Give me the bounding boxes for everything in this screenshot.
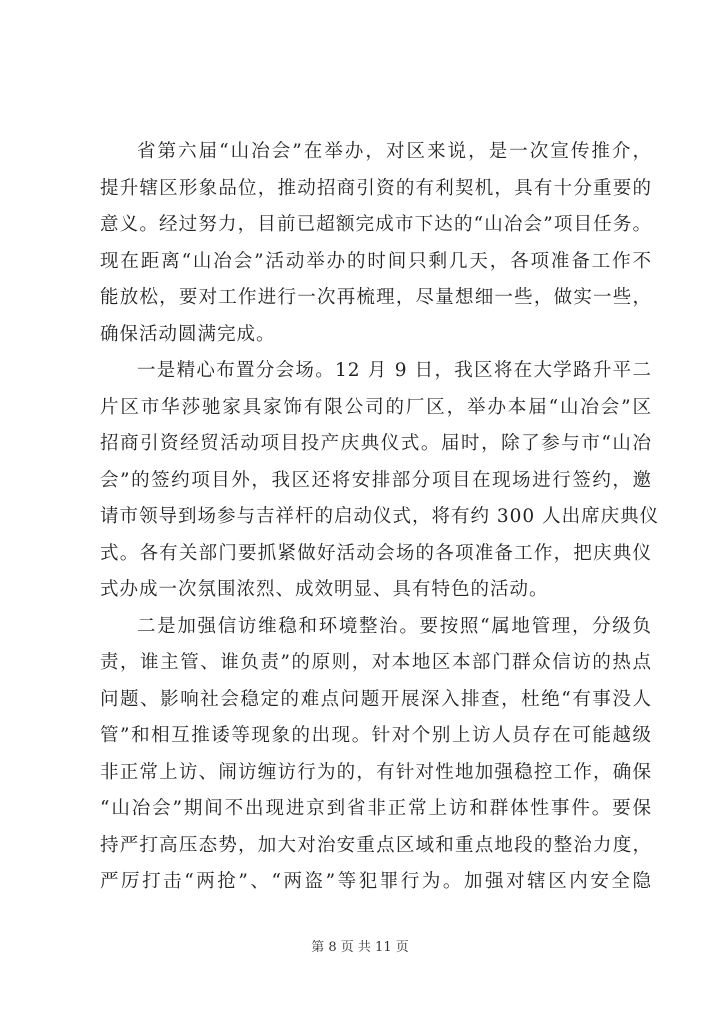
text-line: 现在距离“山冶会”活动举办的时间只剩几天，各项准备工作不 <box>100 250 652 272</box>
text-line: 会”的签约项目外，我区还将安排部分项目在现场进行签约，邀 <box>100 469 652 491</box>
text-line: 式办成一次氛围浓烈、成效明显、具有特色的活动。 <box>100 579 549 600</box>
text-line: 提升辖区形象品位，推动招商引资的有利契机，具有十分重要的 <box>100 177 652 199</box>
text-line: 非正常上访、闹访缠访行为的，有针对性地加强稳控工作，确保 <box>100 761 652 783</box>
text-line: 持严打高压态势，加大对治安重点区域和重点地段的整治力度， <box>100 834 652 856</box>
text-line: 片区市华莎驰家具家饰有限公司的厂区，举办本届“山冶会”区 <box>100 396 652 418</box>
text-line: “山冶会”期间不出现进京到省非正常上访和群体性事件。要保 <box>100 798 652 819</box>
page-footer: 第 8 页 共 11 页 <box>311 940 409 955</box>
text-line: 一是精心布置分会场。12 月 9 日，我区将在大学路升平二 <box>137 360 652 381</box>
paragraph <box>100 609 652 901</box>
paragraph <box>100 134 652 353</box>
text-line: 省第六届“山冶会”在举办，对区来说，是一次宣传推介， <box>137 141 652 162</box>
text-line: 能放松，要对工作进行一次再梳理，尽量想细一些，做实一些， <box>100 287 652 308</box>
text-line: 意义。经过努力，目前已超额完成市下达的“山冶会”项目任务。 <box>100 214 652 235</box>
text-line: 确保活动圆满完成。 <box>100 323 276 345</box>
text-line: 责，谁主管、谁负责”的原则，对本地区本部门群众信访的热点 <box>100 652 652 673</box>
text-line: 管”和相互推诿等现象的出现。针对个别上访人员存在可能越级 <box>100 725 652 746</box>
text-line: 式。各有关部门要抓紧做好活动会场的各项准备工作，把庆典仪 <box>100 542 652 564</box>
paragraph <box>100 353 660 609</box>
text-line: 招商引资经贸活动项目投产庆典仪式。届时，除了参与市“山冶 <box>100 433 652 454</box>
text-line: 请市领导到场参与吉祥杆的启动仪式，将有约 300 人出席庆典仪 <box>100 506 660 527</box>
text-line: 问题、影响社会稳定的难点问题开展深入排查，杜绝“有事没人 <box>100 688 652 710</box>
document-body <box>100 134 660 901</box>
text-line: 严厉打击“两抢”、“两盗”等犯罪行为。加强对辖区内安全隐 <box>100 871 652 892</box>
text-line: 二是加强信访维稳和环境整治。要按照“属地管理，分级负 <box>137 615 652 637</box>
